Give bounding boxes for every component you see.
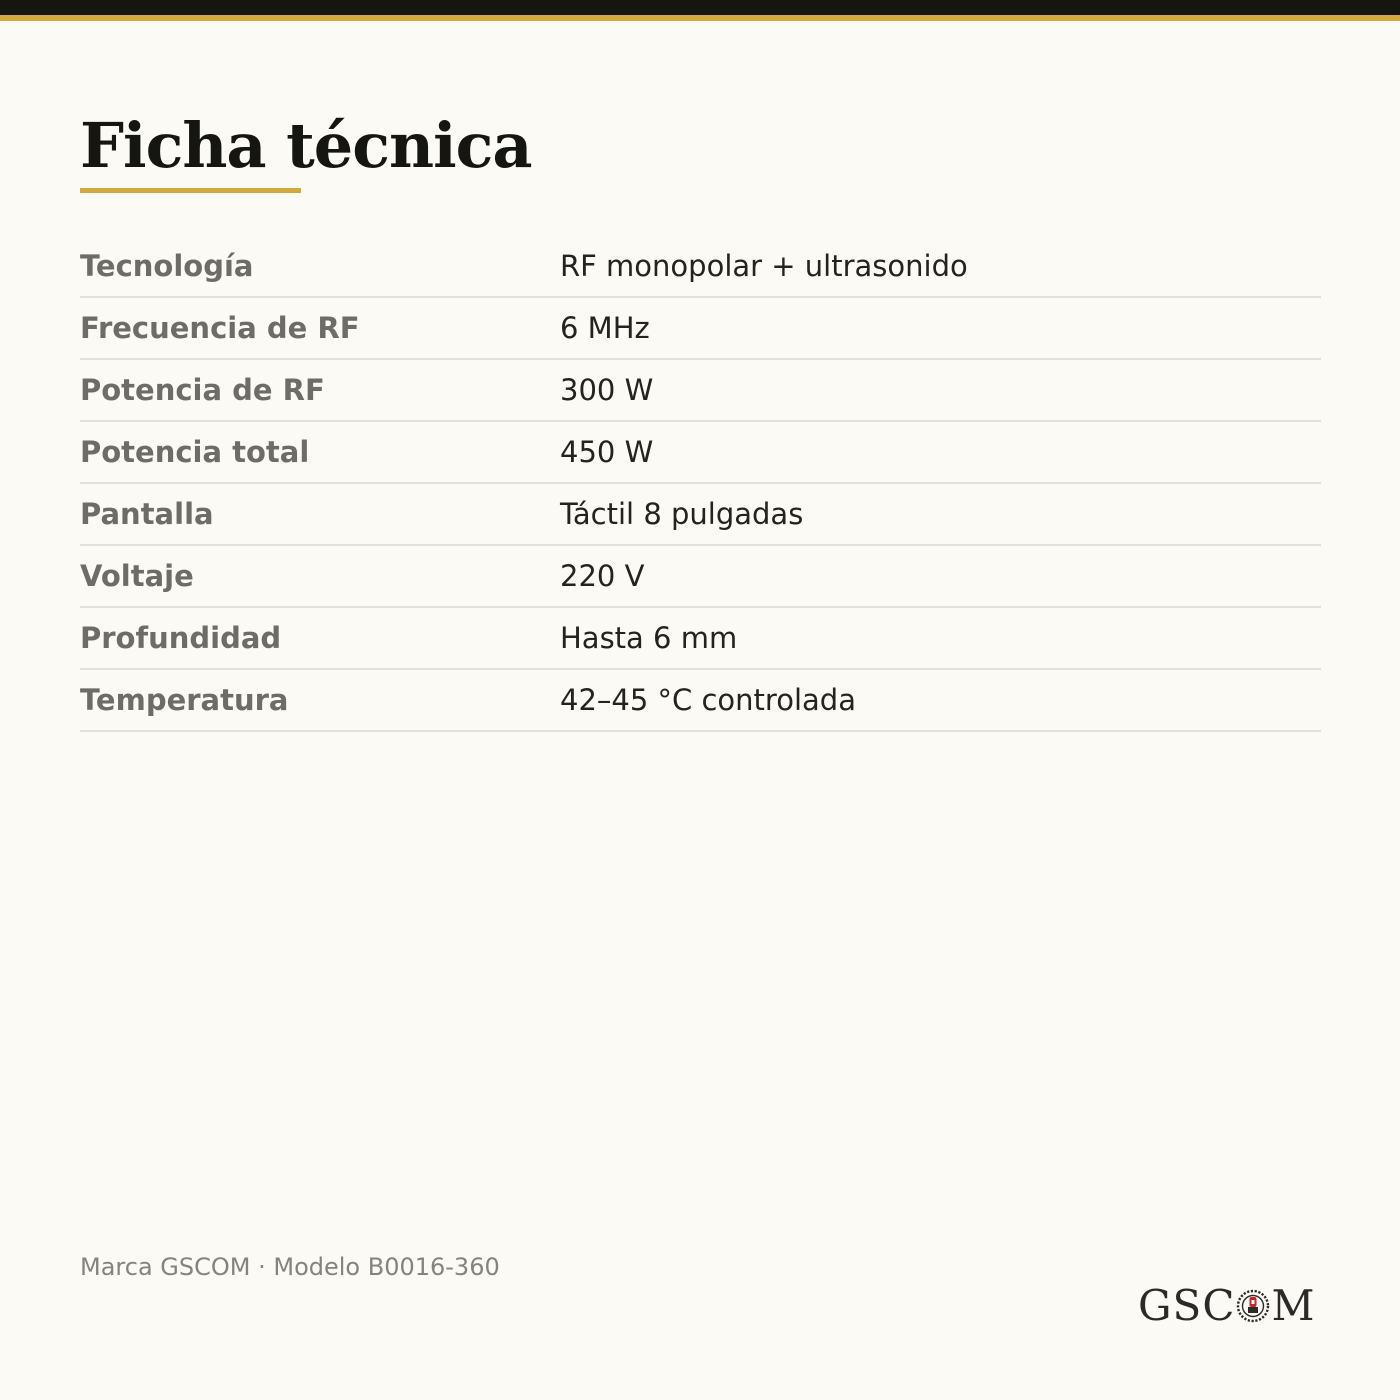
spec-value: Táctil 8 pulgadas [560,497,804,531]
spec-row [80,608,1321,670]
spec-value: RF monopolar + ultrasonido [560,249,968,283]
spec-label: Tecnología [80,249,254,283]
spec-row [80,360,1321,422]
brand-logo [1138,1280,1320,1330]
spec-row [80,546,1321,608]
spec-label: Voltaje [80,559,194,593]
spec-label: Temperatura [80,683,289,717]
title-underline [80,188,301,193]
spec-table [80,236,1321,732]
page-title: Ficha técnica [80,109,532,182]
brand-model-caption: Marca GSCOM · Modelo B0016-360 [80,1253,500,1281]
spec-row [80,670,1321,732]
spec-row [80,236,1321,298]
spec-value: 42–45 °C controlada [560,683,856,717]
spec-value: 450 W [560,435,654,469]
spec-label: Potencia total [80,435,310,469]
spec-value: 300 W [560,373,654,407]
spec-value: 6 MHz [560,311,650,345]
spec-label: Pantalla [80,497,214,531]
logo-text-left: GSC [1138,1280,1236,1330]
logo-text-right: M [1271,1280,1316,1330]
spec-label: Potencia de RF [80,373,325,407]
seal-emblem-icon [1236,1286,1270,1324]
top-accent-stripe [0,15,1400,21]
spec-row [80,484,1321,546]
spec-label: Frecuencia de RF [80,311,360,345]
top-bar [0,0,1400,15]
spec-value: Hasta 6 mm [560,621,738,655]
spec-row [80,422,1321,484]
spec-row [80,298,1321,360]
spec-label: Profundidad [80,621,282,655]
spec-value: 220 V [560,559,645,593]
